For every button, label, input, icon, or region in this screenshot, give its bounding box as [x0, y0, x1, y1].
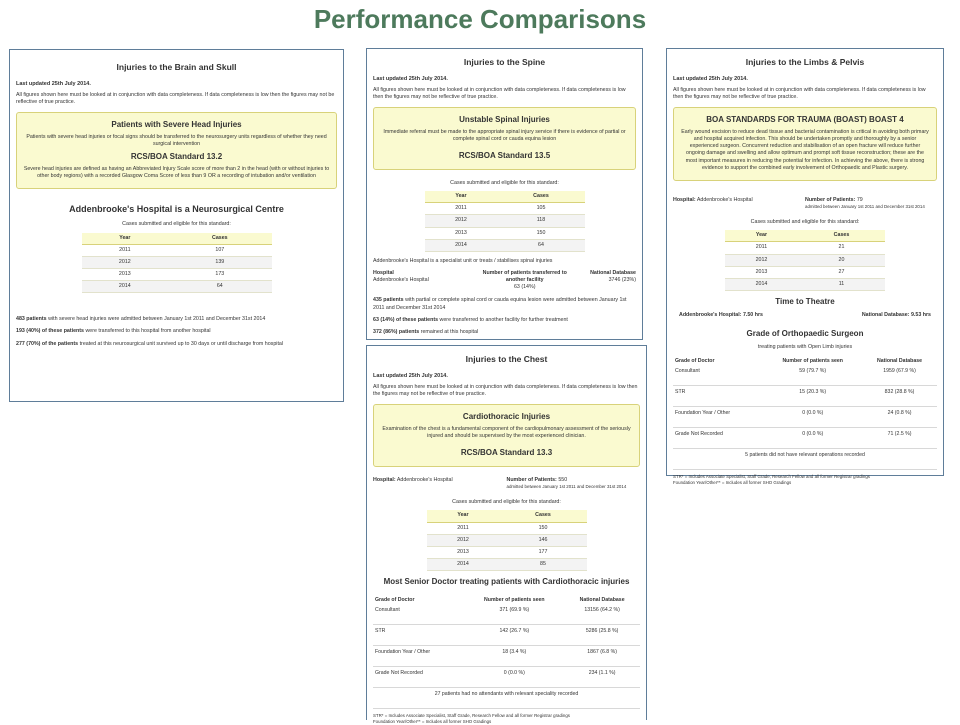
standard-box-text: Patients with severe head injuries or focal signs should be transferred to the neurosurgery units regardless of whether they need surgical intervention	[26, 133, 327, 148]
col-cases: Cases	[798, 230, 885, 242]
standard-box	[373, 404, 640, 467]
table-row	[82, 281, 272, 293]
year-cell: 2011	[82, 244, 169, 256]
cases-cell: 146	[499, 534, 586, 546]
table-row	[82, 244, 272, 256]
patients-label: Number of Patients:	[805, 196, 856, 203]
table-footer-row	[373, 687, 640, 708]
panel-limbs-pelvis	[666, 48, 944, 485]
panel-chest	[366, 345, 647, 724]
table-row	[425, 227, 585, 239]
grade-cell: Grade Not Recorded	[673, 427, 763, 448]
standard-box-heading: Patients with Severe Head Injuries	[111, 120, 242, 130]
cases-table	[82, 233, 272, 294]
national-cell: 5286 (25.8 %)	[564, 624, 640, 645]
patients-label: Number of Patients:	[506, 477, 557, 484]
col-year: Year	[725, 230, 798, 242]
cases-cell: 107	[168, 244, 271, 256]
cases-table	[427, 510, 587, 571]
col-national: National Database	[579, 596, 625, 603]
col-year: Year	[427, 510, 500, 522]
footnote-foundation: Foundation Year/Other** = Includes all former SHO Gradings	[373, 718, 492, 724]
hospital-label: Hospital:	[373, 477, 396, 484]
time-to-theatre-heading: Time to Theatre	[775, 296, 835, 306]
col-national: National Database	[877, 357, 923, 364]
year-cell: 2011	[725, 242, 798, 254]
seen-cell: 18 (3.4 %)	[464, 645, 564, 666]
seen-cell: 371 (69.9 %)	[464, 604, 564, 625]
stat-line	[16, 316, 337, 323]
hospital-name: Addenbrooke's Hospital	[696, 196, 753, 203]
year-cell: 2014	[425, 239, 498, 251]
year-cell: 2012	[425, 215, 498, 227]
standard-box-heading: Cardiothoracic Injuries	[462, 412, 551, 422]
footnote-str: STR* = Includes Associate Specialist, Staff Grade, Research Fellow and all former Registrar gradings	[373, 712, 570, 718]
table-row	[373, 624, 640, 645]
grade-cell: Grade Not Recorded	[373, 666, 464, 687]
table-row	[427, 559, 587, 571]
stat-text: with partial or complete spinal cord or cauda equina lesion were admitted between January 1st 2011 and December 31st 2014	[373, 297, 627, 311]
col-cases: Cases	[168, 233, 271, 245]
cases-cell: 118	[497, 215, 584, 227]
last-updated: Last updated 25th July 2014.	[373, 76, 448, 83]
panel-heading: Injuries to the Chest	[465, 354, 548, 364]
grade-cell: STR	[373, 624, 464, 645]
seen-cell: 0 (0.0 %)	[763, 427, 862, 448]
cases-caption: Cases submitted and eligible for this standard:	[450, 180, 559, 187]
standard-box-heading: BOA STANDARDS FOR TRAUMA (BOAST) BOAST 4	[706, 115, 904, 125]
cases-cell: 150	[497, 227, 584, 239]
standard-name: RCS/BOA Standard 13.5	[458, 151, 551, 161]
standard-name: RCS/BOA Standard 13.3	[460, 448, 553, 458]
seen-cell: 0 (0.0 %)	[763, 406, 862, 427]
tt-national: National Database: 9.53 hrs	[861, 311, 931, 318]
footer-note: 27 patients had no attendants with relevant speciality recorded	[373, 687, 640, 708]
standard-box	[16, 112, 337, 189]
panel-heading: Injuries to the Brain and Skull	[116, 62, 237, 72]
year-cell: 2012	[427, 534, 500, 546]
stat-line	[373, 297, 636, 311]
standard-box	[673, 107, 937, 181]
col-patients-seen: Number of patients seen	[484, 596, 545, 603]
year-cell: 2014	[725, 278, 798, 290]
table-row	[427, 534, 587, 546]
cases-cell: 64	[168, 281, 271, 293]
stat-bold: 483 patients	[16, 316, 47, 323]
transfer-value: 63 (14%)	[513, 284, 536, 291]
hospital-summary	[373, 477, 640, 491]
year-cell: 2012	[82, 256, 169, 268]
table-row	[425, 203, 585, 215]
cases-table	[425, 191, 585, 252]
stat-bold: 193 (40%) of these patients	[16, 328, 84, 335]
stat-line	[373, 329, 636, 336]
seen-cell: 59 (79.7 %)	[763, 365, 862, 386]
national-cell: 1867 (6.8 %)	[564, 645, 640, 666]
stat-text: with severe head injuries were admitted between January 1st 2011 and December 31st 2014	[46, 316, 266, 323]
last-updated: Last updated 25th July 2014.	[373, 373, 448, 380]
national-header: National Database	[590, 270, 636, 277]
cases-cell: 85	[499, 559, 586, 571]
table-row	[425, 239, 585, 251]
doctor-heading: Most Senior Doctor treating patients with Cardiothoracic injuries	[383, 577, 630, 587]
year-cell: 2011	[425, 203, 498, 215]
national-cell: 832 (28.8 %)	[862, 385, 937, 406]
stat-text: treated at this neurosurgical unit survived up to 30 days or until discharge from hospital	[78, 340, 284, 347]
col-cases: Cases	[497, 191, 584, 203]
table-row	[373, 604, 640, 625]
stat-text: were transferred to this hospital from another hospital	[84, 328, 211, 335]
stat-line	[16, 328, 337, 335]
cases-cell: 173	[168, 269, 271, 281]
panel-brain-skull	[9, 49, 344, 402]
cases-cell: 21	[798, 242, 885, 254]
stat-bold: 277 (70%) of the patients	[16, 340, 79, 347]
national-cell: 1959 (67.9 %)	[862, 365, 937, 386]
standard-box-text: Immediate referral must be made to the appropriate spinal injury service if there is evidence of partial or complete spinal cord or cauda equina lesion	[383, 128, 626, 143]
stat-text: were transferred to another facility for further treatment	[438, 316, 568, 323]
grade-heading: Grade of Orthopaedic Surgeon	[746, 328, 864, 338]
year-cell: 2013	[725, 266, 798, 278]
stat-bold: 372 (86%) patients	[373, 328, 420, 335]
year-cell: 2012	[725, 254, 798, 266]
table-row	[725, 266, 885, 278]
table-row	[725, 242, 885, 254]
hospital-name: Addenbrooke's Hospital	[396, 477, 453, 484]
table-row	[373, 666, 640, 687]
cases-cell: 64	[497, 239, 584, 251]
footnote-str: STR* = Includes Associate Specialist, Staff Grade, Research Fellow and all former Registrar gradings	[673, 473, 870, 479]
table-footer-row	[673, 448, 937, 469]
completeness-note: All figures shown here must be looked at in conjunction with data completeness. If data completeness is low then the figures may not be reflective of true practice.	[373, 86, 626, 101]
cases-cell: 11	[798, 278, 885, 290]
panel-spine	[366, 48, 643, 340]
panel-heading: Injuries to the Spine	[463, 57, 546, 67]
table-row	[82, 269, 272, 281]
completeness-note: All figures shown here must be looked at in conjunction with data completeness. If data completeness is low then the figures may not be reflective of true practice.	[16, 91, 335, 106]
col-cases: Cases	[499, 510, 586, 522]
stat-bold: 63 (14%) of these patients	[373, 316, 439, 323]
cases-cell: 139	[168, 256, 271, 268]
standard-definition: Severe head injuries are defined as having an Abbreviated Injury Scale score of more than 2 in the head (with or without injuries to other body regions) with a recorded Glasgow Coma Score of less than 9 OR a recording of intubation and/or ventilation	[23, 166, 330, 180]
standard-name: RCS/BOA Standard 13.2	[130, 152, 223, 162]
tt-hospital: Addenbrooke's Hospital: 7.50 hrs	[679, 311, 763, 318]
table-row	[673, 385, 937, 406]
hospital-header: Hospital	[373, 270, 394, 277]
hospital-label: Hospital:	[673, 196, 696, 203]
grade-cell: Foundation Year / Other	[673, 406, 763, 427]
doctor-grade-table	[373, 594, 640, 709]
completeness-note: All figures shown here must be looked at in conjunction with data completeness. If data completeness is low then the figures may not be reflective of true practice.	[673, 86, 926, 101]
doctor-grade-table	[673, 355, 937, 470]
cases-caption: Cases submitted and eligible for this standard:	[750, 219, 860, 226]
standard-box-text: Early wound excision to reduce dead tissue and bacterial contamination is critical in avoiding both primary and hospital acquired infection. This should be undertaken promptly and thoroughly by a senior experienced surgeon. Concurrent reduction and stabilisation of an open fracture will reduce further ongoing damage and swelling and allow optimum and prompt soft tissue reconstruction; these are the most important measures in reducing the potential for infection. In achieving the above, there is strong evidence to support the combined early involvement of Orthopaedic and Plastic surgery.	[681, 128, 929, 171]
stat-text: remained at this hospital	[419, 328, 479, 335]
col-year: Year	[82, 233, 169, 245]
table-row	[427, 522, 587, 534]
panel-heading: Injuries to the Limbs & Pelvis	[745, 57, 865, 67]
col-year: Year	[425, 191, 498, 203]
stat-line	[16, 341, 337, 348]
transfer-header: Number of patients transferred to another facility	[482, 270, 567, 284]
stat-bold: 435 patients	[373, 297, 404, 304]
grade-cell: Foundation Year / Other	[373, 645, 464, 666]
national-cell: 13156 (64.2 %)	[564, 604, 640, 625]
seen-cell: 0 (0.0 %)	[464, 666, 564, 687]
specialist-note: Addenbrooke's Hospital is a specialist unit or treats / stabilises spinal injuries	[373, 257, 553, 264]
admitted-range: admitted between January 1st 2011 and December 31st 2014	[805, 203, 925, 209]
table-row	[673, 365, 937, 386]
table-row	[427, 546, 587, 558]
year-cell: 2014	[427, 559, 500, 571]
grade-cell: Consultant	[673, 365, 763, 386]
neurosurgical-centre-heading: Addenbrooke's Hospital is a Neurosurgical Centre	[69, 204, 284, 215]
col-patients-seen: Number of patients seen	[782, 357, 843, 364]
cases-cell: 20	[798, 254, 885, 266]
seen-cell: 142 (26.7 %)	[464, 624, 564, 645]
year-cell: 2013	[427, 546, 500, 558]
table-row	[673, 427, 937, 448]
cases-table	[725, 230, 885, 291]
hospital-summary	[673, 197, 937, 211]
cases-cell: 27	[798, 266, 885, 278]
page-title: Performance Comparisons	[313, 4, 647, 34]
grade-subheading: treating patients with Open Limb injuries	[757, 343, 853, 350]
seen-cell: 15 (20.3 %)	[763, 385, 862, 406]
table-row	[673, 406, 937, 427]
standard-box-text: Examination of the chest is a fundamental component of the cardiopulmonary assessment of the seriously injured and should be supervised by the most experienced clinician.	[382, 425, 631, 440]
national-value: 3746 (23%)	[608, 277, 636, 284]
year-cell: 2013	[82, 269, 169, 281]
col-grade: Grade of Doctor	[375, 596, 415, 603]
patients-count: 79	[856, 196, 863, 203]
table-row	[373, 645, 640, 666]
footnote-foundation: Foundation Year/Other** = Includes all former SHO Gradings	[673, 479, 792, 485]
stat-line	[373, 317, 636, 324]
grade-cell: Consultant	[373, 604, 464, 625]
time-to-theatre-values	[679, 312, 931, 319]
national-cell: 24 (0.8 %)	[862, 406, 937, 427]
transfer-summary	[373, 270, 636, 291]
table-row	[425, 215, 585, 227]
year-cell: 2014	[82, 281, 169, 293]
standard-box	[373, 107, 636, 170]
table-row	[725, 254, 885, 266]
standard-box-heading: Unstable Spinal Injuries	[459, 115, 550, 125]
completeness-note: All figures shown here must be looked at in conjunction with data completeness. If data completeness is low then the figures may not be reflective of true practice.	[373, 383, 638, 398]
admitted-range: admitted between January 1st 2011 and December 31st 2014	[506, 484, 627, 490]
table-row	[82, 256, 272, 268]
cases-caption: Cases submitted and eligible for this standard:	[452, 499, 561, 506]
cases-cell: 150	[499, 522, 586, 534]
cases-caption: Cases submitted and eligible for this standard:	[122, 221, 231, 228]
patients-count: 550	[558, 477, 568, 484]
national-cell: 71 (2.5 %)	[862, 427, 937, 448]
year-cell: 2013	[425, 227, 498, 239]
last-updated: Last updated 25th July 2014.	[16, 81, 91, 88]
cases-cell: 177	[499, 546, 586, 558]
col-grade: Grade of Doctor	[675, 357, 715, 364]
last-updated: Last updated 25th July 2014.	[673, 76, 748, 83]
grade-cell: STR	[673, 385, 763, 406]
table-row	[725, 278, 885, 290]
cases-cell: 105	[497, 203, 584, 215]
hospital-value: Addenbrooke's Hospital	[373, 277, 429, 284]
national-cell: 234 (1.1 %)	[564, 666, 640, 687]
footer-note: 5 patients did not have relevant operations recorded	[673, 448, 937, 469]
year-cell: 2011	[427, 522, 500, 534]
